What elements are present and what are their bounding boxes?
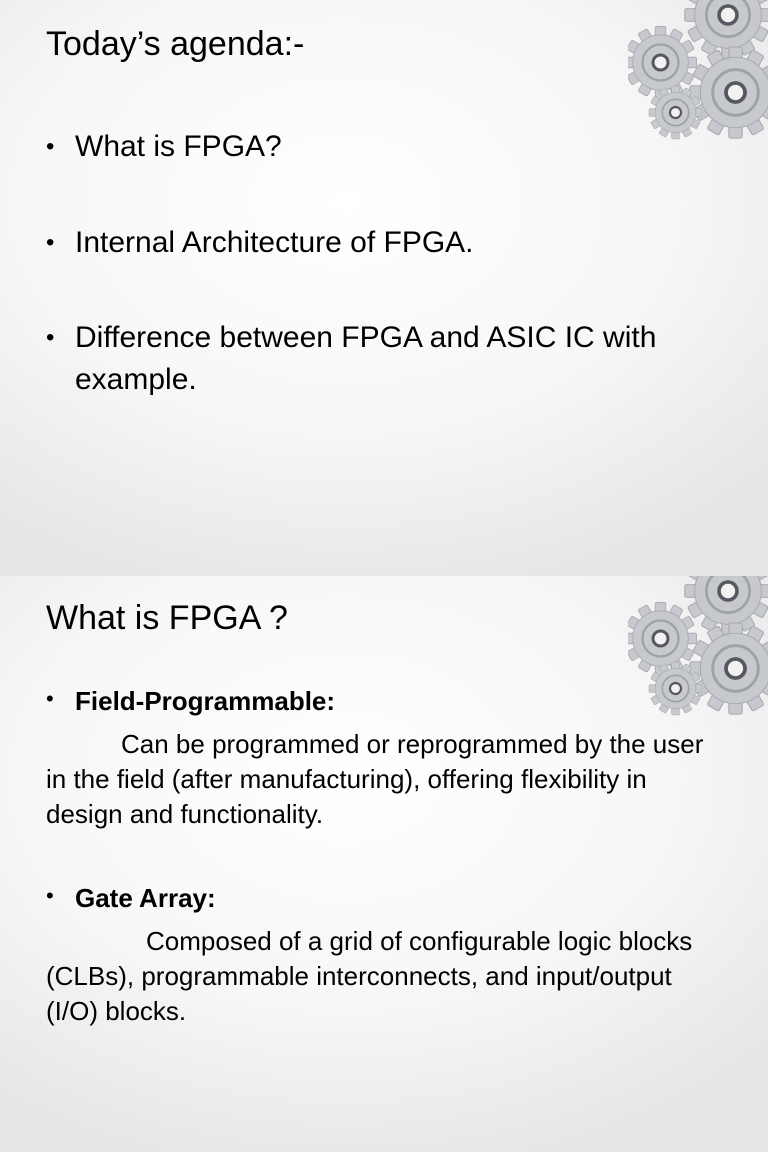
bullet-item: [46, 222, 706, 264]
slide-title: What is FPGA ?: [46, 599, 288, 637]
bullet-text: Difference between FPGA and ASIC IC with example.: [75, 321, 657, 396]
gears-decoration-icon: [628, 576, 768, 726]
bullet-dot: •: [46, 883, 54, 908]
slide-title: Today’s agenda:-: [46, 25, 305, 63]
bullet-text: Internal Architecture of FPGA.: [75, 226, 474, 259]
bullet-item: [46, 317, 686, 401]
bullet-dot: •: [46, 229, 55, 256]
section-heading-text: Gate Array:: [75, 883, 216, 913]
bullet-dot: •: [46, 324, 55, 351]
section-heading-text: Field-Programmable:: [75, 686, 336, 716]
section-paragraph: Can be programmed or reprogrammed by the user in the field (after manufacturing), offering flexibility in design and functionality.: [46, 729, 704, 829]
bullet-text: What is FPGA?: [75, 130, 282, 163]
bullet-item: [46, 126, 706, 168]
bullet-dot: •: [46, 686, 54, 711]
section-paragraph: Composed of a grid of configurable logic blocks (CLBs), programmable interconnects, and input/output (I/O) blocks.: [46, 926, 693, 1026]
slide-what-is-fpga: [0, 576, 768, 1152]
section-heading: [46, 685, 335, 717]
bullet-dot: •: [46, 133, 55, 160]
section-heading: [46, 882, 216, 914]
